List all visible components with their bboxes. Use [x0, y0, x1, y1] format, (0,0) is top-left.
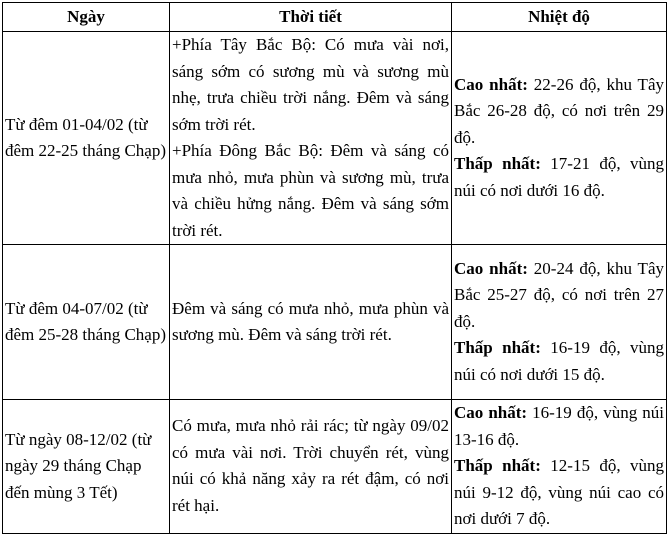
- low-label: Thấp nhất:: [454, 338, 541, 358]
- day-cell: Từ ngày 08-12/02 (từ ngày 29 tháng Chạp đến mùng 3 Tết): [3, 400, 170, 534]
- weather-cell: [170, 245, 452, 400]
- high-value: 20-24 độ, khu Tây Bắc 25-27 độ, có nơi trên 27 độ.: [454, 258, 664, 331]
- high-value: 16-19 độ, vùng núi 13-16 độ.: [454, 403, 664, 449]
- low-temperature: [454, 335, 664, 388]
- table-row: [3, 245, 667, 400]
- weather-text: Có mưa, mưa nhỏ rải rác; từ ngày 09/02 có mưa vài nơi. Trời chuyển rét, vùng núi có khả năng xảy ra rét đậm, có nơi rét hại.: [172, 416, 449, 515]
- low-temperature: [454, 151, 664, 204]
- header-day: Ngày: [3, 3, 170, 32]
- high-label: Cao nhất:: [454, 74, 528, 94]
- temperature-cell: [452, 400, 667, 534]
- high-label: Cao nhất:: [454, 258, 528, 278]
- high-value: 22-26 độ, khu Tây Bắc 26-28 độ, có nơi trên 29 độ.: [454, 74, 664, 147]
- weather-cell: [170, 32, 452, 245]
- low-temperature: [454, 453, 664, 533]
- low-value: 12-15 độ, vùng núi 9-12 độ, vùng núi cao có nơi dưới 7 độ.: [454, 456, 664, 528]
- low-label: Thấp nhất:: [454, 154, 541, 174]
- high-temperature: [454, 400, 664, 453]
- weather-text: +Phía Đông Bắc Bộ: Đêm và sáng có mưa nhỏ, mưa phùn và sương mù, trưa và chiều hửng nắng. Đêm và sáng sớm trời rét.: [172, 141, 449, 240]
- header-row: [3, 3, 667, 32]
- forecast-table: [2, 2, 667, 534]
- weather-cell: [170, 400, 452, 534]
- table-row: [3, 400, 667, 534]
- low-value: 17-21 độ, vùng núi có nơi dưới 16 độ.: [454, 154, 664, 200]
- header-temperature: Nhiệt độ: [452, 3, 667, 32]
- temperature-cell: [452, 32, 667, 245]
- low-label: Thấp nhất:: [454, 456, 541, 475]
- table-row: [3, 32, 667, 245]
- day-cell: Từ đêm 04-07/02 (từ đêm 25-28 tháng Chạp): [3, 245, 170, 400]
- high-temperature: [454, 72, 664, 152]
- high-label: Cao nhất:: [454, 403, 528, 422]
- day-cell: Từ đêm 01-04/02 (từ đêm 22-25 tháng Chạp): [3, 32, 170, 245]
- high-temperature: [454, 256, 664, 336]
- weather-text: Đêm và sáng có mưa nhỏ, mưa phùn và sương mù. Đêm và sáng trời rét.: [172, 298, 449, 344]
- temperature-cell: [452, 245, 667, 400]
- header-weather: Thời tiết: [170, 3, 452, 32]
- weather-text: +Phía Tây Bắc Bộ: Có mưa vài nơi, sáng sớm có sương mù và sương mù nhẹ, trưa chiều trời nắng. Đêm và sáng sớm trời rét.: [172, 35, 449, 134]
- low-value: 16-19 độ, vùng núi có nơi dưới 15 độ.: [454, 338, 664, 384]
